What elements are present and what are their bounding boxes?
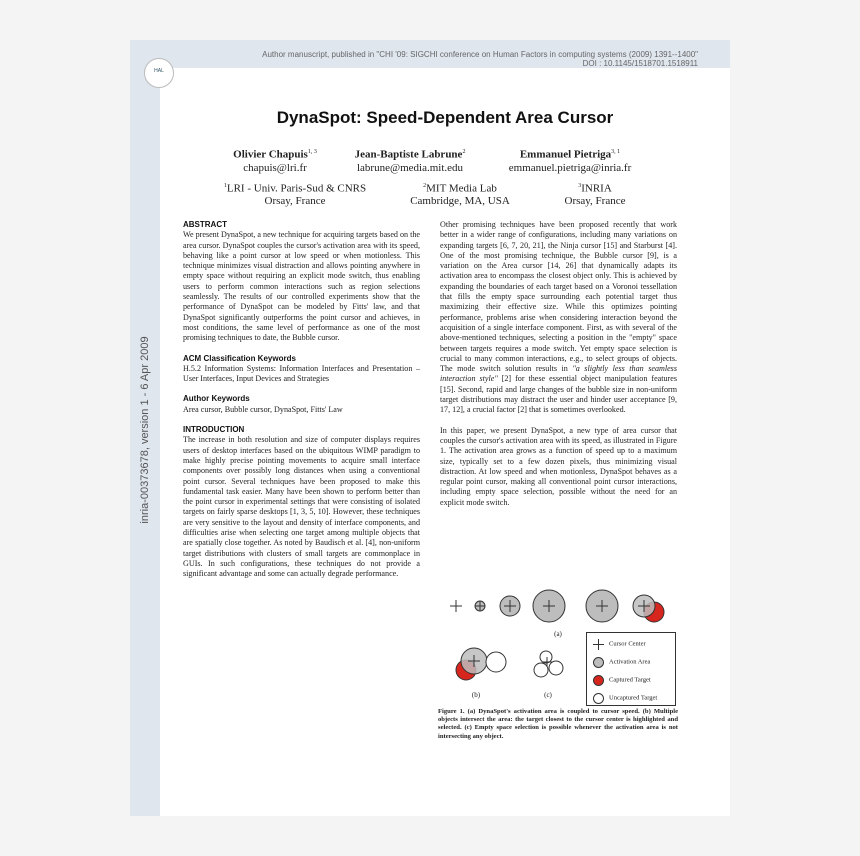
banner-publication: Author manuscript, published in "CHI '09: SIGCHI conference on Human Factors in computing systems (2009) 1391--1400" <box>262 50 698 59</box>
author-3 <box>480 146 660 175</box>
author-email: emmanuel.pietriga@inria.fr <box>508 161 632 174</box>
hal-logo-icon <box>144 58 174 88</box>
author-1 <box>200 146 350 175</box>
left-column <box>183 220 420 580</box>
affiliation-sup: 2 <box>423 183 427 189</box>
right-column <box>440 220 677 508</box>
legend-label: Uncaptured Target <box>609 694 658 702</box>
hal-logo-text: HAL <box>154 68 164 74</box>
figure-legend <box>586 632 676 706</box>
figure-caption: Figure 1. (a) DynaSpot's activation area is coupled to cursor speed. (b) Multiple objects intersect the area: the target closest to the cursor center is highlighted and selected. (c) Empty space selection is possible whenever the activation area is not intersecting any object. <box>438 708 678 740</box>
author-name: Olivier Chapuis <box>233 148 308 161</box>
manuscript-banner <box>160 40 730 68</box>
legend-label: Activation Area <box>609 658 651 666</box>
intro-text: [2] for these essential object manipulation features [15]. Second, rapid and large changes of the bubble size in non-uniform target distributions may distract the user and hinder user acceptance [9, 17, 12], a crucial factor [2] that is sometimes overlooked. <box>440 374 677 415</box>
affiliation-location: Orsay, France <box>264 194 326 207</box>
paper-title: DynaSpot: Speed-Dependent Area Cursor <box>276 108 614 127</box>
affiliation-2 <box>385 180 535 207</box>
uncaptured-target-icon <box>593 693 604 704</box>
acm-heading: ACM Classification Keywords <box>183 353 296 363</box>
author-email: chapuis@lri.fr <box>243 161 307 174</box>
figure-label-a: (a) <box>554 630 562 638</box>
affiliation-sup: 1 <box>223 183 227 189</box>
abstract-text: We present DynaSpot, a new technique for acquiring targets based on the area cursor. DynaSpot couples the cursor's activation area with its speed, behaving like a point cursor at low speed or when motionless. This technique minimizes visual distraction and allows pointing anywhere in empty space without requiring an explicit mode switch, thus enabling users to perform common interactions such as region selections seamlessly. The results of our controlled experiments show that the performance of DynaSpot can be modeled by Fitts' law, and that DynaSpot significantly outperforms the point cursor and achieves, in most conditions, the same level of performance as one of the most promising techniques to date, the Bubble cursor. <box>183 230 420 343</box>
introduction-heading: INTRODUCTION <box>183 425 245 435</box>
intro-paragraph-3: In this paper, we present DynaSpot, a new type of area cursor that couples the cursor's activation area with its speed, as illustrated in Figure 1. The activation area grows as a function of speed up to a maximum size, typically set to a few dozen pixels, thus minimizing visual distraction. At low speed and when motionless, DynaSpot behaves as a regular point cursor, making all conventional point cursor interactions, including empty space selection, possible without the need for an explicit mode switch. <box>440 425 677 507</box>
hal-identifier: inria-00373678, version 1 - 6 Apr 2009 <box>139 336 151 524</box>
cursor-center-icon <box>450 600 462 612</box>
affiliation-location: Orsay, France <box>564 194 626 207</box>
author-sup: 1, 3 <box>307 149 317 155</box>
legend-label: Cursor Center <box>609 640 646 648</box>
figure-label-b: (b) <box>471 691 481 699</box>
uncaptured-target-icon <box>540 651 552 663</box>
activation-area-icon <box>593 657 604 668</box>
legend-label: Captured Target <box>609 676 651 684</box>
acm-text: H.5.2 Information Systems: Information Interfaces and Presentation – User Interfaces, Input Devices and Strategies <box>183 363 420 384</box>
abstract-heading: ABSTRACT <box>183 220 227 229</box>
cursor-center-icon <box>593 639 604 650</box>
legend-item-captured-target <box>593 675 651 686</box>
affiliation-name: INRIA <box>581 182 612 195</box>
legend-item-cursor-center <box>593 639 646 650</box>
affiliation-1 <box>205 180 385 207</box>
uncaptured-target-icon <box>534 663 548 677</box>
affiliation-sup: 3 <box>578 183 582 189</box>
author-email: labrune@media.mit.edu <box>356 161 464 174</box>
author-name: Jean-Baptiste Labrune <box>354 148 463 161</box>
author-name: Emmanuel Pietriga <box>519 148 612 161</box>
uncaptured-target-icon <box>486 652 506 672</box>
affiliation-name: LRI - Univ. Paris-Sud & CNRS <box>226 182 367 195</box>
keywords-text: Area cursor, Bubble cursor, DynaSpot, Fitts' Law <box>183 404 343 414</box>
author-sup: 2 <box>462 149 466 155</box>
author-2 <box>335 146 485 175</box>
captured-target-icon <box>593 675 604 686</box>
legend-item-uncaptured-target <box>593 693 657 704</box>
keywords-heading: Author Keywords <box>183 394 250 404</box>
intro-text: Other promising techniques have been proposed recently that work better in a wider range of configurations, including many variations on expanding targets [6, 7, 20, 21], the Ninja cursor [15] and Starburst [4]. One of the most promising technique, the Bubble cursor [9], is a variation on the Area cursor [14, 26] that dynamically adapts its activation area to encompass the closest object only. This is achieved by expanding the boundaries of each target based on a Voronoi tessellation that fills the empty space surrounding each potential target thus maximizing their effective size. While this optimizes pointing performance, problems arise when considering interaction beyond the acquisition of a single interface component. First, as with several of the above-mentioned techniques, selecting a position in the "empty" space between targets requires a mode switch. Yet empty space selection is crucial to many common interactions, e.g., to select groups of objects. The mode switch solution results in <box>440 220 677 374</box>
intro-paragraph-2 <box>440 220 677 416</box>
banner-doi: DOI : 10.1145/1518701.1518911 <box>582 59 698 68</box>
affiliation-name: MIT Media Lab <box>426 182 497 195</box>
legend-item-activation-area <box>593 657 650 668</box>
figure-label-c: (c) <box>544 691 552 699</box>
affiliation-location: Cambridge, MA, USA <box>410 194 510 207</box>
author-sup: 3, 1 <box>611 149 621 155</box>
introduction-text: The increase in both resolution and size of computer displays requires users of desktop interfaces based on the ubiquitous WIMP paradigm to make highly precise pointing movements to acquire small interface components over possibly long distances when using a conventional point cursor. Several techniques have been proposed to make this fundamental task easier. Many have been shown to perform better than the point cursor in experimental settings that were consisting of isolated targets on fairly sparse desktops [1, 3, 5, 10]. However, these techniques are very sensitive to the layout and density of interface components, and difficulties arise when selecting one target among multiple objects that are spatially close together. As noted by Baudisch et al. [4], non-uniform target distributions with clusters of small targets are commonplace in GUIs. In such configurations, these techniques do not provide a significant advantage and some can actually degrade performance. <box>183 435 420 579</box>
uncaptured-target-icon <box>549 661 563 675</box>
affiliation-3 <box>535 180 655 207</box>
intro-quote: "a slightly less than seamless interaction style" <box>440 364 677 384</box>
